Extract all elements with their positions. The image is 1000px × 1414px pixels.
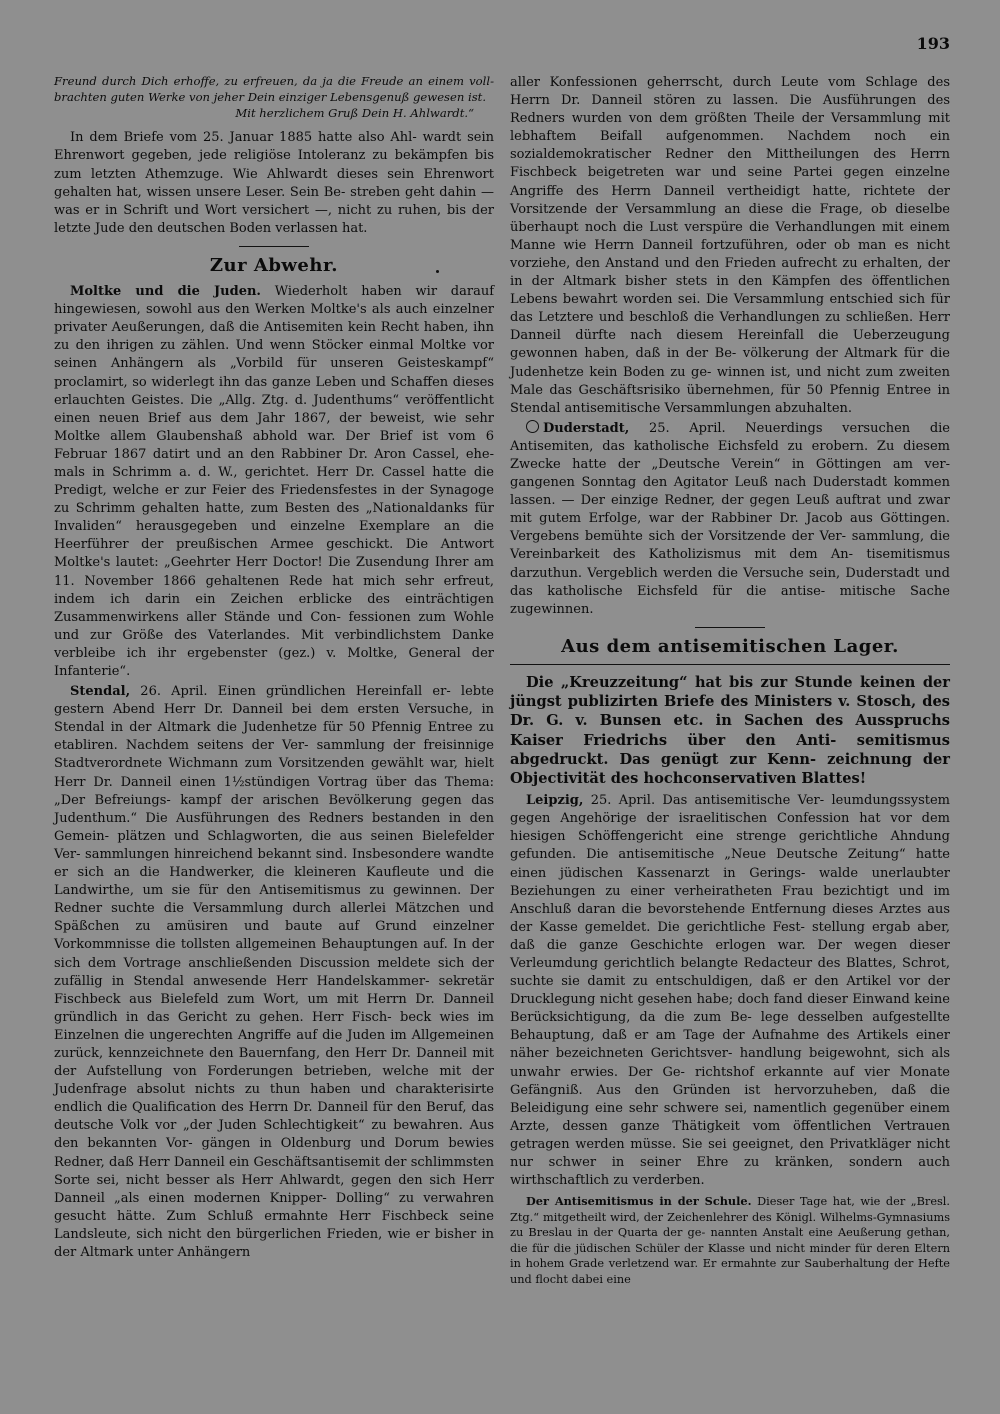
- article-lead: Leipzig,: [526, 793, 584, 809]
- divider: [239, 246, 309, 247]
- article-body: 25. April. Das antisemitische Ver- leumdungssystem gegen Angehörige der israelitischen Confession hat vor dem hiesigen Schöffengericht eine strenge gerichtliche Ahndung gefunden. Die antisemitische „Neue Deutsche Zeitung“ hatte einen jüdischen Kassenarzt in Gerings- walde unerlaubter Beziehungen zu einer verheiratheten Frau bezichtigt und im Anschluß daran die bevorstehende Entfernung dieses Arztes aus der Kasse gemeldet. Die gerichtliche Fest- stellung ergab aber, daß die ganze Geschichte erlogen war. Der wegen dieser Verleumdung gerichtlich belangte Redacteur des Blattes, Schrot, suchte sie damit zu entschuldigen, daß er den Artikel vor der Drucklegung nicht gesehen habe; doch fand dieser Einwand keine Berücksichtigung, da die zum Be- lege desselben aufgestellte Behauptung, daß er am Tage der Aufnahme des Artikels einer näher bezeichneten Gerichtsver- handlung beigewohnt, sich als unwahr erwies. Der Ge- richtshof erkannte auf vier Monate Gefängniß. Aus den Gründen ist hervorzuheben, daß die Beleidigung eine sehr schwere sei, namentlich gegenüber einem Arzte, dessen ganze Thätigkeit vom öffentlichen Vertrauen getragen werden müsse. Sie sei geeignet, den Privatkläger nicht nur schwer in seiner Ehre zu kränken, sondern auch wirthschaftlich zu verderben.: [510, 793, 950, 1189]
- divider: [695, 627, 765, 628]
- article-lead: Stendal,: [70, 684, 131, 700]
- right-column: [510, 74, 950, 1287]
- letter-signature: Mit herzlichem Gruß Dein H. Ahlwardt.“: [235, 105, 474, 120]
- article-stendal: [54, 683, 494, 1262]
- article-lead: Duderstadt,: [543, 420, 630, 436]
- article-leipzig: [510, 792, 950, 1190]
- article-moltke: [54, 283, 494, 681]
- article-body: 26. April. Einen gründlichen Hereinfall er- lebte gestern Abend Herr Dr. Danneil bei dem ersten Versuche, in Stendal in der Altmark die Judenhetze für 50 Pfennig Entree zu etabliren. Nachdem seitens der Ver- sammlung der freisinnige Stadtverordnete Wichmann zum Vorsitzenden gewählt war, hielt Herr Dr. Danneil einen 1½stündigen Vortrag über das Thema: „Der Befreiungs- kampf der arischen Bevölkerung gegen das Judenthum.“ Die Ausführungen des Redners bestanden in den Gemein- plätzen und Schlagworten, die aus seinen Bielefelder Ver- sammlungen hinreichend bekannt sind. Insbesondere wandte er sich an die Handwerker, die kleineren Kaufleute und die Landwirthe, um sie für den Antisemitismus zu gewinnen. Der Redner suchte die Versammlung durch allerlei Mätzchen und Späßchen zu amüsiren und baute auf Grund einzelner Vorkommnisse die tollsten allgemeinen Behauptungen auf. In der sich dem Vortrage anschließenden Discussion meldete sich der zufällig in Stendal anwesende Herr Handelskammer- sekretär Fischbeck aus Bielefeld zum Wort, um mit Herrn Dr. Danneil gründlich in das Gericht zu gehen. Herr Fisch- beck wies im Einzelnen die ungerechten Angriffe auf die Juden im Allgemeinen zurück, kennzeichnete den Bauernfang, den Herr Dr. Danneil mit der Aufstellung von Forderungen betrieben, welche mit der Judenfrage absolut nichts zu thun haben und charakterisirte endlich die Qualification des Herrn Dr. Danneil für den Beruf, das deutsche Volk vor „der Juden Schlechtigkeit“ zu bewahren. Aus den bekannten Vor- gängen in Oldenburg und Dorum bewies Redner, daß Herr Danneil ein Geschäftsantisemit der schlimmsten Sorte sei, nicht besser als Herr Ahlwardt, gegen den sich Herr Danneil „als einen modernen Knipper- Dolling“ zu verwahren gesucht hätte. Zum Schluß ermahnte Herr Fischbeck seine Landsleute, sich nicht den bürgerlichen Frieden, wie er bisher in der Altmark unter Anhängern: [54, 684, 494, 1261]
- divider: [510, 664, 950, 665]
- article-body: 25. April. Neuerdings versuchen die Antisemiten, das katholische Eichsfeld zu erobern. Zu diesem Zwecke hatte der „Deutsche Verein“ in Göttingen am ver- gangenen Sonntag den Agitator Leuß nach Duderstadt kommen lassen. — Der einzige Redner, der gegen Leuß auftrat und zwar mit gutem Erfolge, war der Rabbiner Dr. Jacob aus Göttingen. Vergebens bemühte sich der Vorsitzende der Ver- sammlung, die Vereinbarkeit des Katholizismus mit dem An- tisemitismus darzuthun. Vergeblich werden die Versuche sein, Duderstadt und das katholische Eichsfeld für die antise- mitische Sache zugewinnen.: [510, 420, 950, 617]
- section-title-abwehr: Zur Abwehr.: [209, 254, 339, 276]
- circle-mark-icon: [526, 420, 539, 433]
- article-lead: Moltke und die Juden.: [70, 284, 261, 300]
- article-duderstadt: [510, 420, 950, 619]
- article-schule: [510, 1194, 950, 1287]
- article-body: Wiederholt haben wir darauf hingewiesen, sowohl aus den Werken Moltke's als auch einzelner privater Aeußerungen, daß die Antisemiten kein Recht haben, ihn zu den ihrigen zu zählen. Und wenn Stöcker einmal Moltke vor seinen Anhängern als „Vorbild für unseren Geisteskampf“ proclamirt, so widerlegt ihn das ganze Leben und Schaffen dieses erlauchten Geistes. Die „Allg. Ztg. d. Judenthums“ veröffentlicht einen neuen Brief aus dem Jahr 1867, der beweist, wie sehr Moltke allem Glaubenshaß abhold war. Der Brief ist vom 6 Februar 1867 datirt und an den Rabbiner Dr. Aron Cassel, ehe- mals in Schrimm a. d. W., gerichtet. Herr Dr. Cassel hatte die Predigt, welche er zur Feier des Friedensfestes in der Synagoge zu Schrimm gehalten hatte, zum Besten des „Nationaldanks für Invaliden“ herausgegeben und einzelne Exemplare an die Heerführer der preußischen Armee geschickt. Die Antwort Moltke's lautet: „Geehrter Herr Doctor! Die Zusendung Ihrer am 11. November 1866 gehaltenen Rede hat mich sehr erfreut, indem ich darin ein Zeichen erblicke des einträchtigen Zusammenwirkens aller Stände und Con- fessionen zum Wohle und zur Größe des Vaterlandes. Mit verbindlichstem Danke verbleibe ich ihr ergebenster (gez.) v. Moltke, General der Infanterie“.: [54, 284, 495, 680]
- article-body: Dieser Tage hat, wie der „Bresl. Ztg.“ mitgetheilt wird, der Zeichenlehrer des Königl. Wilhelms-Gymnasiums zu Breslau in der Quarta der ge- nannten Anstalt eine Aeußerung gethan, die für die jüdischen Schüler der Klasse und nicht minder für deren Eltern in hohem Grade verletzend war. Er ermahnte zur Sauberhaltung der Hefte und flocht dabei eine: [510, 1195, 951, 1286]
- kreuzzeitung-notice: Die „Kreuzzeitung“ hat bis zur Stunde keinen der jüngst publizirten Briefe des Ministers v. Stosch, des Dr. G. v. Bunsen etc. in Sachen des Ausspruchs Kaiser Friedrichs über den Anti- semitismus abgedruckt. Das genügt zur Kenn- zeichnung der Objectivität des hochconservativen Blattes!: [510, 673, 950, 787]
- article-stendal-continued: aller Konfessionen geherrscht, durch Leute vom Schlage des Herrn Dr. Danneil stören zu lassen. Die Ausführungen des Redners wurden von dem größten Theile der Versammlung mit lebhaftem Beifall aufgenommen. Nachdem noch ein sozialdemokratischer Redner den Mittheilungen des Herrn Fischbeck beigetreten war und seine Partei gegen einzelne Angriffe des Herrn Danneil vertheidigt hatte, richtete der Vorsitzende der Versammlung an diese die Frage, ob dieselbe überhaupt noch die Lust verspüre die Verhandlungen mit einem Manne wie Herrn Danneil fortzuführen, oder ob man es nicht vorziehe, den Anstand und den Frieden aufrecht zu erhalten, der in der Altmark bisher stets in den Kämpfen des öffentlichen Lebens bewahrt worden sei. Die Versammlung entschied sich für das Letztere und beschloß die Verhandlungen zu schließen. Herr Danneil dürfte nach diesem Hereinfall die Ueberzeugung gewonnen haben, daß in der Be- völkerung der Altmark für die Judenhetze kein Boden zu ge- winnen ist, und nicht zum zweiten Male das Geschäftsrisiko übernehmen, für 50 Pfennig Entree in Stendal antisemitische Versammlungen abzuhalten.: [510, 75, 950, 416]
- section-title-lager: Aus dem antisemitischen Lager.: [561, 635, 899, 657]
- page-number: 193: [916, 34, 950, 53]
- left-column: [54, 74, 494, 1262]
- article-lead: Der Antisemitismus in der Schule.: [526, 1194, 752, 1209]
- letter-closing: Freund durch Dich erhoffe, zu erfreuen, da ja die Freude an einem voll- brachten guten Werke von jeher Dein einziger Lebensgenuß gewesen ist.: [54, 74, 494, 104]
- intro-paragraph: In dem Briefe vom 25. Januar 1885 hatte also Ahl- wardt sein Ehrenwort gegeben, jede religiöse Intoleranz zu bekämpfen bis zum letzten Athemzuge. Wie Ahlwardt dieses sein Ehrenwort gehalten hat, wissen unsere Leser. Sein Be- streben geht dahin — was er in Schrift und Wort versichert —, nicht zu ruhen, bis der letzte Jude den deutschen Boden verlassen hat.: [54, 130, 494, 236]
